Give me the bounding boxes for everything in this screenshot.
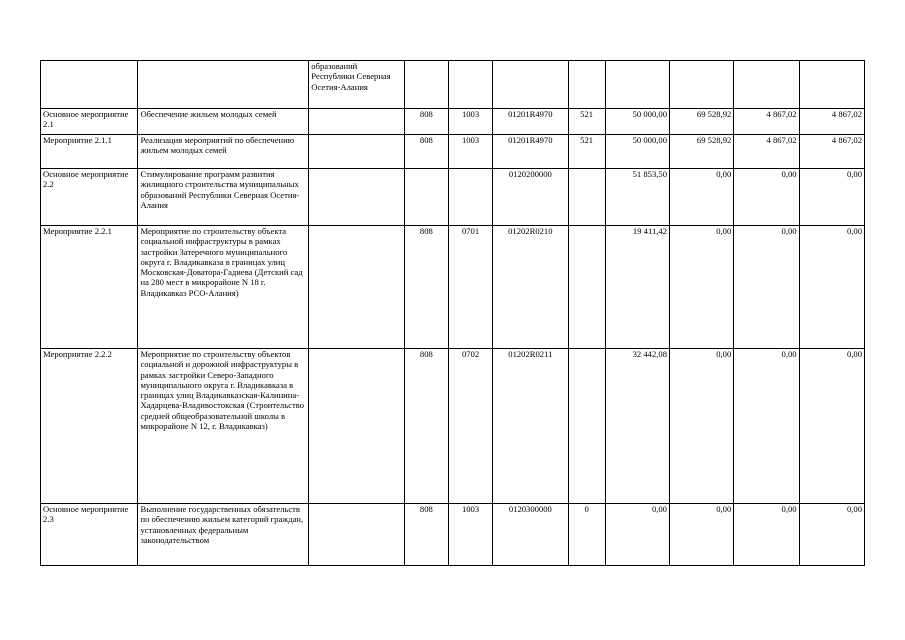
table-row	[41, 504, 865, 566]
amount-4-cell: 0,00	[799, 349, 864, 504]
row-executor-cell	[309, 349, 404, 504]
row-executor-cell	[309, 504, 404, 566]
amount-4-cell: 0,00	[799, 226, 864, 349]
row-executor-cell	[309, 169, 404, 226]
amount-2-cell: 0,00	[669, 504, 733, 566]
row-description-cell: Обеспечение жильем молодых семей	[138, 109, 309, 135]
table-row	[41, 226, 865, 349]
amount-4-cell: 4 867,02	[799, 109, 864, 135]
amount-3-cell: 0,00	[734, 226, 799, 349]
amount-3-cell: 4 867,02	[734, 135, 799, 169]
row-name-cell: Мероприятие 2.2.1	[41, 226, 138, 349]
amount-2-cell: 69 528,92	[669, 109, 733, 135]
grbs-code-cell: 808	[404, 349, 448, 504]
row-name-cell	[41, 61, 138, 109]
table-row	[41, 109, 865, 135]
row-description-cell: Мероприятие по строительству объектов социальной и дорожной инфраструктуры в рамках застройки Северо-Западного муниципального округа г. Владикавказа в границах улиц Владикавказская-Калинина-Хадарцева-Владивостокская (Строительство средней общеобразовательной школы в микрорайоне N 12, г. Владикавказ)	[138, 349, 309, 504]
amount-1-cell: 0,00	[605, 504, 669, 566]
amount-2-cell: 0,00	[669, 226, 733, 349]
amount-3-cell	[734, 61, 799, 109]
row-executor-cell	[309, 109, 404, 135]
grbs-code-cell: 808	[404, 135, 448, 169]
grbs-code-cell	[404, 169, 448, 226]
amount-4-cell: 0,00	[799, 169, 864, 226]
amount-3-cell: 4 867,02	[734, 109, 799, 135]
amount-2-cell: 69 528,92	[669, 135, 733, 169]
grbs-code-cell: 808	[404, 504, 448, 566]
amount-3-cell: 0,00	[734, 504, 799, 566]
row-executor-cell	[309, 226, 404, 349]
table-row	[41, 135, 865, 169]
amount-2-cell: 0,00	[669, 169, 733, 226]
row-name-cell: Мероприятие 2.1.1	[41, 135, 138, 169]
budget-table	[40, 60, 865, 566]
section-code-cell: 1003	[448, 135, 492, 169]
table-row	[41, 169, 865, 226]
amount-1-cell: 51 853,50	[605, 169, 669, 226]
amount-2-cell	[669, 61, 733, 109]
amount-1-cell: 50 000,00	[605, 135, 669, 169]
expense-type-cell: 521	[568, 109, 605, 135]
row-name-cell: Основное мероприятие 2.1	[41, 109, 138, 135]
expense-type-cell	[568, 169, 605, 226]
row-description-cell: Стимулирование программ развития жилищного строительства муниципальных образований Республики Северная Осетия-Алания	[138, 169, 309, 226]
amount-3-cell: 0,00	[734, 349, 799, 504]
amount-2-cell: 0,00	[669, 349, 733, 504]
grbs-code-cell: 808	[404, 109, 448, 135]
amount-4-cell: 0,00	[799, 504, 864, 566]
section-code-cell: 1003	[448, 109, 492, 135]
amount-1-cell: 32 442,08	[605, 349, 669, 504]
section-code-cell: 0702	[448, 349, 492, 504]
row-name-cell: Основное мероприятие 2.3	[41, 504, 138, 566]
target-article-cell: 01202R0210	[493, 226, 568, 349]
section-code-cell: 1003	[448, 504, 492, 566]
section-code-cell: 0701	[448, 226, 492, 349]
amount-1-cell: 50 000,00	[605, 109, 669, 135]
expense-type-cell	[568, 226, 605, 349]
row-description-cell	[138, 61, 309, 109]
table-row	[41, 349, 865, 504]
amount-4-cell	[799, 61, 864, 109]
expense-type-cell: 521	[568, 135, 605, 169]
target-article-cell: 01202R0211	[493, 349, 568, 504]
target-article-cell: 0120300000	[493, 504, 568, 566]
amount-4-cell: 4 867,02	[799, 135, 864, 169]
expense-type-cell: 0	[568, 504, 605, 566]
row-name-cell: Мероприятие 2.2.2	[41, 349, 138, 504]
row-executor-cell: образований Республики Северная Осетия-Алания	[309, 61, 404, 109]
grbs-code-cell	[404, 61, 448, 109]
row-description-cell: Реализация мероприятий по обеспечению жильем молодых семей	[138, 135, 309, 169]
expense-type-cell	[568, 349, 605, 504]
target-article-cell	[493, 61, 568, 109]
target-article-cell: 01201R4970	[493, 109, 568, 135]
row-name-cell: Основное мероприятие 2.2	[41, 169, 138, 226]
expense-type-cell	[568, 61, 605, 109]
table-row	[41, 61, 865, 109]
row-executor-cell	[309, 135, 404, 169]
row-description-cell: Мероприятие по строительству объекта социальной инфраструктуры в рамках застройки Затеречного муниципального округа г. Владикавказа в границах улиц Московская-Доватора-Гадиева (Детский сад на 280 мест в микрорайоне N 18 г. Владикавказ РСО-Алания)	[138, 226, 309, 349]
section-code-cell	[448, 169, 492, 226]
amount-1-cell: 19 411,42	[605, 226, 669, 349]
target-article-cell: 01201R4970	[493, 135, 568, 169]
amount-3-cell: 0,00	[734, 169, 799, 226]
section-code-cell	[448, 61, 492, 109]
grbs-code-cell: 808	[404, 226, 448, 349]
amount-1-cell	[605, 61, 669, 109]
target-article-cell: 0120200000	[493, 169, 568, 226]
row-description-cell: Выполнение государственных обязательств по обеспечению жильем категорий граждан, установленных федеральным законодательством	[138, 504, 309, 566]
